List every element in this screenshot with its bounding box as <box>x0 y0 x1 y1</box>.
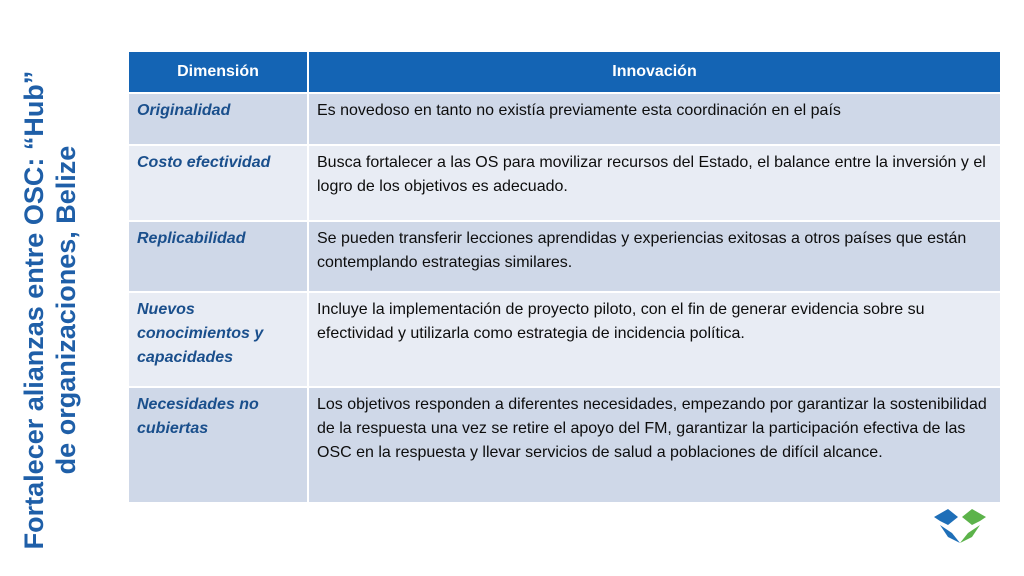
table-row <box>128 93 1001 145</box>
table-row <box>128 387 1001 503</box>
organization-logo-icon <box>930 505 990 547</box>
dimension-cell: Replicabilidad <box>128 221 308 292</box>
dimension-cell: Originalidad <box>128 93 308 145</box>
innovation-cell: Se pueden transferir lecciones aprendidas y experiencias exitosas a otros países que están contemplando estrategias similares. <box>308 221 1001 292</box>
innovation-cell: Incluye la implementación de proyecto piloto, con el fin de generar evidencia sobre su efectividad y utilizarla como estrategia de incidencia política. <box>308 292 1001 387</box>
slide-title-line-2: de organizaciones, Belize <box>51 145 81 475</box>
innovation-cell: Busca fortalecer a las OS para movilizar recursos del Estado, el balance entre la inversión y el logro de los objetivos es adecuado. <box>308 145 1001 221</box>
slide-title-line-1: Fortalecer alianzas entre OSC: “Hub” <box>19 70 49 550</box>
dimension-cell: Nuevos conocimientos y capacidades <box>128 292 308 387</box>
dimension-cell: Necesidades no cubiertas <box>128 387 308 503</box>
innovation-cell: Los objetivos responden a diferentes necesidades, empezando por garantizar la sostenibilidad de la respuesta una vez se retire el apoyo del FM, garantizar la participación efectiva de las OSC en la respuesta y llevar servicios de salud a poblaciones de difícil alcance. <box>308 387 1001 503</box>
slide-title <box>0 0 100 576</box>
table-row <box>128 221 1001 292</box>
header-innovation: Innovación <box>308 51 1001 93</box>
dimension-cell: Costo efectividad <box>128 145 308 221</box>
dimensions-table <box>127 50 1002 504</box>
table-header-row <box>128 51 1001 93</box>
header-dimension: Dimensión <box>128 51 308 93</box>
table-row <box>128 292 1001 387</box>
table-row <box>128 145 1001 221</box>
slide-title-text <box>18 50 82 570</box>
innovation-cell: Es novedoso en tanto no existía previamente esta coordinación en el país <box>308 93 1001 145</box>
